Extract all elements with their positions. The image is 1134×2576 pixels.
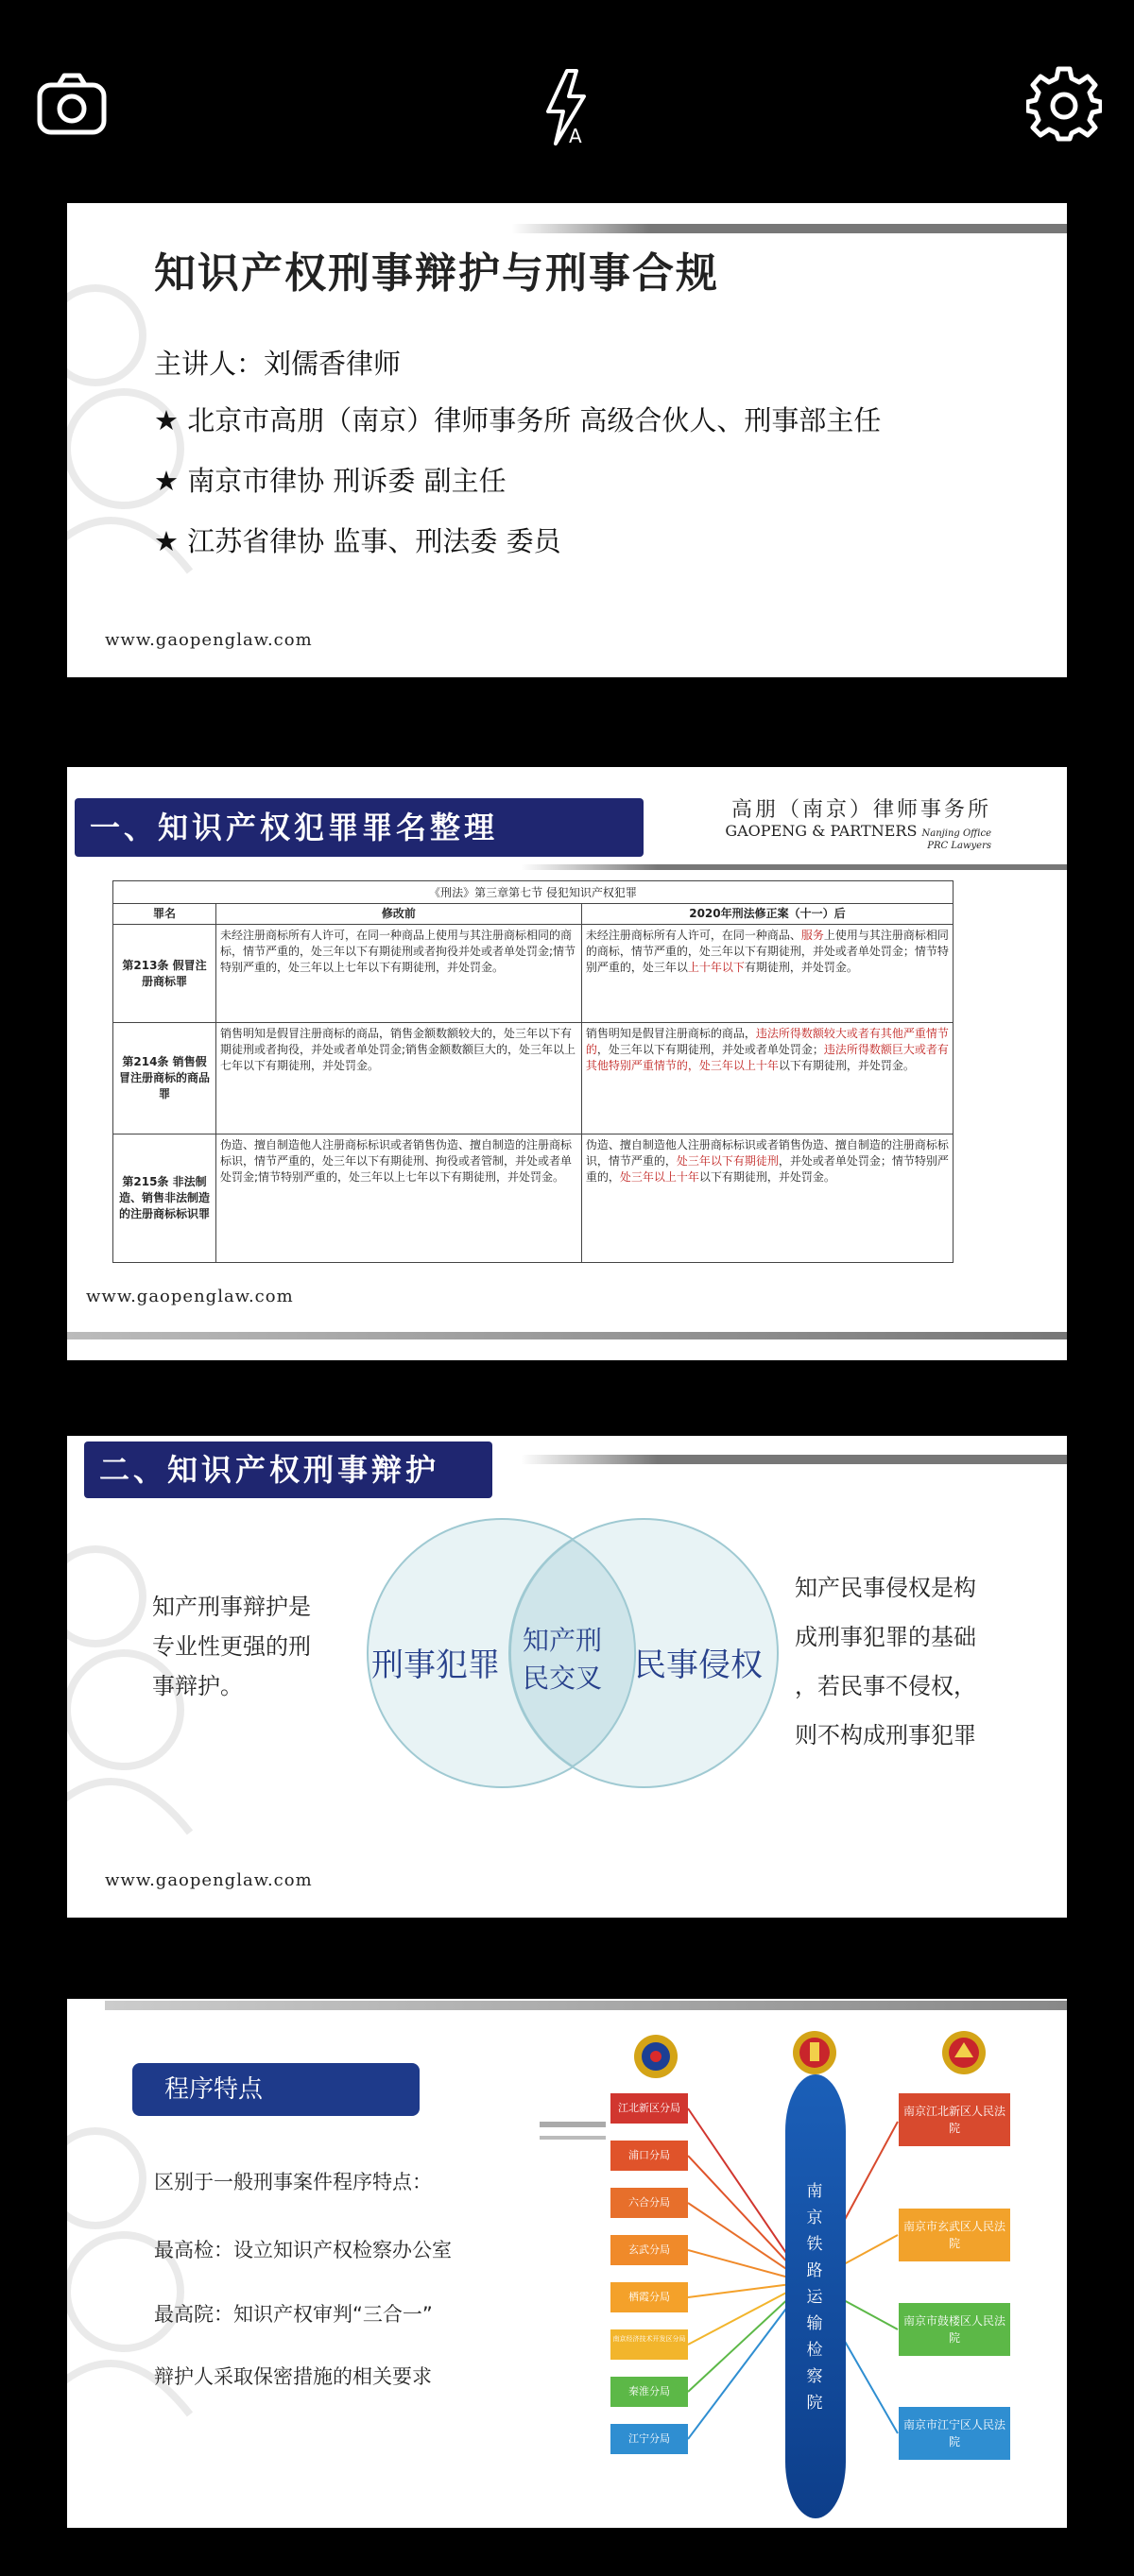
- right-line: ，若民事不侵权，: [795, 1673, 976, 1699]
- section-banner: 一、知识产权犯罪罪名整理: [75, 798, 644, 857]
- table-row: [113, 925, 954, 1023]
- site-url: www.gaopenglaw.com: [86, 1287, 294, 1306]
- decor-line: [521, 864, 1067, 870]
- left-paragraph: [152, 1587, 311, 1706]
- after-text: 以下有期徒刑，并处罚金。: [698, 1170, 835, 1184]
- crime-name: 第214条 销售假冒注册商标的商品罪: [113, 1023, 216, 1134]
- firm-name-sub: PRC Lawyers: [927, 841, 991, 851]
- court-unit: 南京市玄武区人民法院: [899, 2209, 1010, 2261]
- header-after: 2020年刑法修正案（十一）后: [581, 904, 953, 925]
- venn-label-overlap-1: 知产刑: [523, 1625, 603, 1656]
- police-unit: 秦淮分局: [610, 2377, 688, 2407]
- slide-defense: [67, 1436, 1067, 1918]
- venn-label-overlap-2: 民交叉: [523, 1663, 603, 1694]
- right-line: 成刑事犯罪的基础: [795, 1624, 976, 1650]
- after-text: 以下有期徒刑，并处罚金。: [778, 1059, 915, 1072]
- crime-table: [112, 880, 954, 1263]
- header-crime: 罪名: [113, 904, 216, 925]
- police-unit: 南京经济技术开发区分局: [610, 2329, 688, 2360]
- after-text: ，处三年以下有期徒刑，并处或者单处罚金；: [596, 1043, 824, 1056]
- decor-line: [67, 1332, 1067, 1339]
- police-unit: 江宁分局: [610, 2424, 688, 2454]
- left-line: 专业性更强的刑: [152, 1633, 311, 1660]
- site-url: www.gaopenglaw.com: [105, 1870, 313, 1890]
- site-url: www.gaopenglaw.com: [105, 630, 313, 650]
- venn-label-civil: 民事侵权: [634, 1646, 763, 1684]
- police-unit: 六合分局: [610, 2188, 688, 2218]
- after-change: 上十年以下: [687, 961, 745, 974]
- procedure-item: 最高院：知识产权审判“三合一”: [154, 2303, 433, 2326]
- firm-en-office: Nanjing Office: [921, 828, 991, 839]
- decor-line: [521, 1455, 1067, 1464]
- procuratorate-name: 南京铁路运输检察院: [806, 2182, 823, 2413]
- slide-crime-table: [67, 767, 1067, 1360]
- police-emblem-icon: [632, 2033, 679, 2080]
- court-emblem-icon: [940, 2029, 988, 2076]
- header-before: 修改前: [216, 904, 582, 925]
- court-unit: 南京市鼓楼区人民法院: [899, 2303, 1010, 2356]
- crime-name: 第213条 假冒注册商标罪: [113, 925, 216, 1023]
- firm-name-en: [725, 822, 991, 840]
- court-unit: 南京市江宁区人民法院: [899, 2407, 1010, 2460]
- flash-auto-icon[interactable]: [531, 66, 607, 147]
- gear-icon[interactable]: [1026, 66, 1102, 142]
- after-change: 处三年以下有期徒刑: [676, 1154, 779, 1168]
- after-change: 违法所得数额较大或者有其他严重情节的: [585, 1027, 949, 1056]
- after-text: 销售明知是假冒注册商标的商品，: [585, 1027, 756, 1040]
- firm-name-cn: 高朋（南京）律师事务所: [730, 798, 991, 822]
- police-unit: 玄武分局: [610, 2235, 688, 2265]
- text-after: [581, 1134, 953, 1263]
- flash-mode-label: A: [569, 125, 582, 147]
- text-after: [581, 1023, 953, 1134]
- text-before: 伪造、擅自制造他人注册商标标识或者销售伪造、擅自制造的注册商标标识，情节严重的，处三年以下有期徒刑、拘役或者管制，并处或者单处罚金;情节特别严重的，处三年以上七年以下有期徒刑，并处罚金。: [216, 1134, 582, 1263]
- police-unit: 江北新区分局: [610, 2093, 688, 2124]
- right-line: 知产民事侵权是构: [795, 1575, 976, 1601]
- decor-line: [540, 2136, 606, 2140]
- table-header-row: [113, 904, 954, 925]
- right-paragraph: [795, 1563, 976, 1760]
- section-banner: 二、知识产权刑事辩护: [84, 1442, 492, 1498]
- procuratorate-emblem-icon: [791, 2029, 838, 2076]
- dragon-watermark-icon: [67, 2103, 209, 2443]
- venn-label-criminal: 刑事犯罪: [371, 1646, 500, 1684]
- firm-en-main: GAOPENG & PARTNERS: [725, 822, 918, 840]
- decor-line: [105, 2001, 1067, 2010]
- camera-toolbar: [0, 0, 1134, 189]
- decor-line: [511, 224, 1067, 233]
- crime-name: 第215条 非法制造、销售非法制造的注册商标标识罪: [113, 1134, 216, 1263]
- table-row: [113, 1023, 954, 1134]
- after-text: 未经注册商标所有人许可，在同一种商品、: [585, 929, 801, 942]
- procedure-item: 最高检：设立知识产权检察办公室: [154, 2239, 452, 2261]
- left-line: 知产刑事辩护是: [152, 1594, 311, 1620]
- slide-title: [67, 203, 1067, 677]
- bio-line: ★ 南京市律协 刑诉委 副主任: [154, 465, 507, 497]
- bio-line: ★ 江苏省律协 监事、刑法委 委员: [154, 525, 561, 557]
- after-change: 服务: [800, 929, 824, 942]
- right-line: 则不构成刑事犯罪: [795, 1722, 976, 1749]
- speaker-line: 主讲人：刘儒香律师: [154, 348, 402, 380]
- text-before: 销售明知是假冒注册商标的商品，销售金额数额较大的，处三年以下有期徒刑或者拘役，并处或者单处罚金;销售金额数额巨大的，处三年以上七年以下有期徒刑，并处罚金。: [216, 1023, 582, 1134]
- police-unit: 栖霞分局: [610, 2282, 688, 2312]
- decor-line: [540, 2122, 606, 2127]
- after-text: 上使用与其注册商标相同的商标，情节严重的，处三年以下有期徒刑，并处或者单处罚金；情节特别严重的，处三年以: [585, 929, 949, 974]
- table-caption: 《刑法》第三章第七节 侵犯知识产权犯罪: [112, 880, 954, 903]
- camera-icon[interactable]: [34, 66, 110, 142]
- after-change: 违法所得数额巨大或者有其他特别严重情节的，处三年以上十年: [585, 1043, 949, 1072]
- after-text: ，并处或者单处罚金；情节特别严重的，: [585, 1154, 949, 1184]
- bio-line: ★ 北京市高朋（南京）律师事务所 高级合伙人、刑事部主任: [154, 404, 882, 436]
- procedure-item: 辩护人采取保密措施的相关要求: [154, 2365, 432, 2388]
- after-change: 处三年以上十年: [619, 1170, 699, 1184]
- procedure-item: 区别于一般刑事案件程序特点：: [154, 2171, 432, 2193]
- text-after: [581, 925, 953, 1023]
- court-unit: 南京江北新区人民法院: [899, 2093, 1010, 2146]
- section-banner: 程序特点: [132, 2063, 420, 2116]
- text-before: 未经注册商标所有人许可，在同一种商品上使用与其注册商标相同的商标，情节严重的，处三年以下有期徒刑或者拘役并处或者单处罚金;情节特别严重的，处三年以上七年以下有期徒刑，并处罚金。: [216, 925, 582, 1023]
- after-text: 伪造、擅自制造他人注册商标标识或者销售伪造、擅自制造的注册商标标识，情节严重的，: [585, 1138, 949, 1168]
- slide-title-text: 知识产权刑事辩护与刑事合规: [154, 249, 719, 298]
- table-row: [113, 1134, 954, 1263]
- after-text: 有期徒刑，并处罚金。: [744, 961, 858, 974]
- left-line: 事辩护。: [152, 1673, 243, 1699]
- police-unit: 浦口分局: [610, 2141, 688, 2171]
- slide-procedure: [67, 1999, 1067, 2528]
